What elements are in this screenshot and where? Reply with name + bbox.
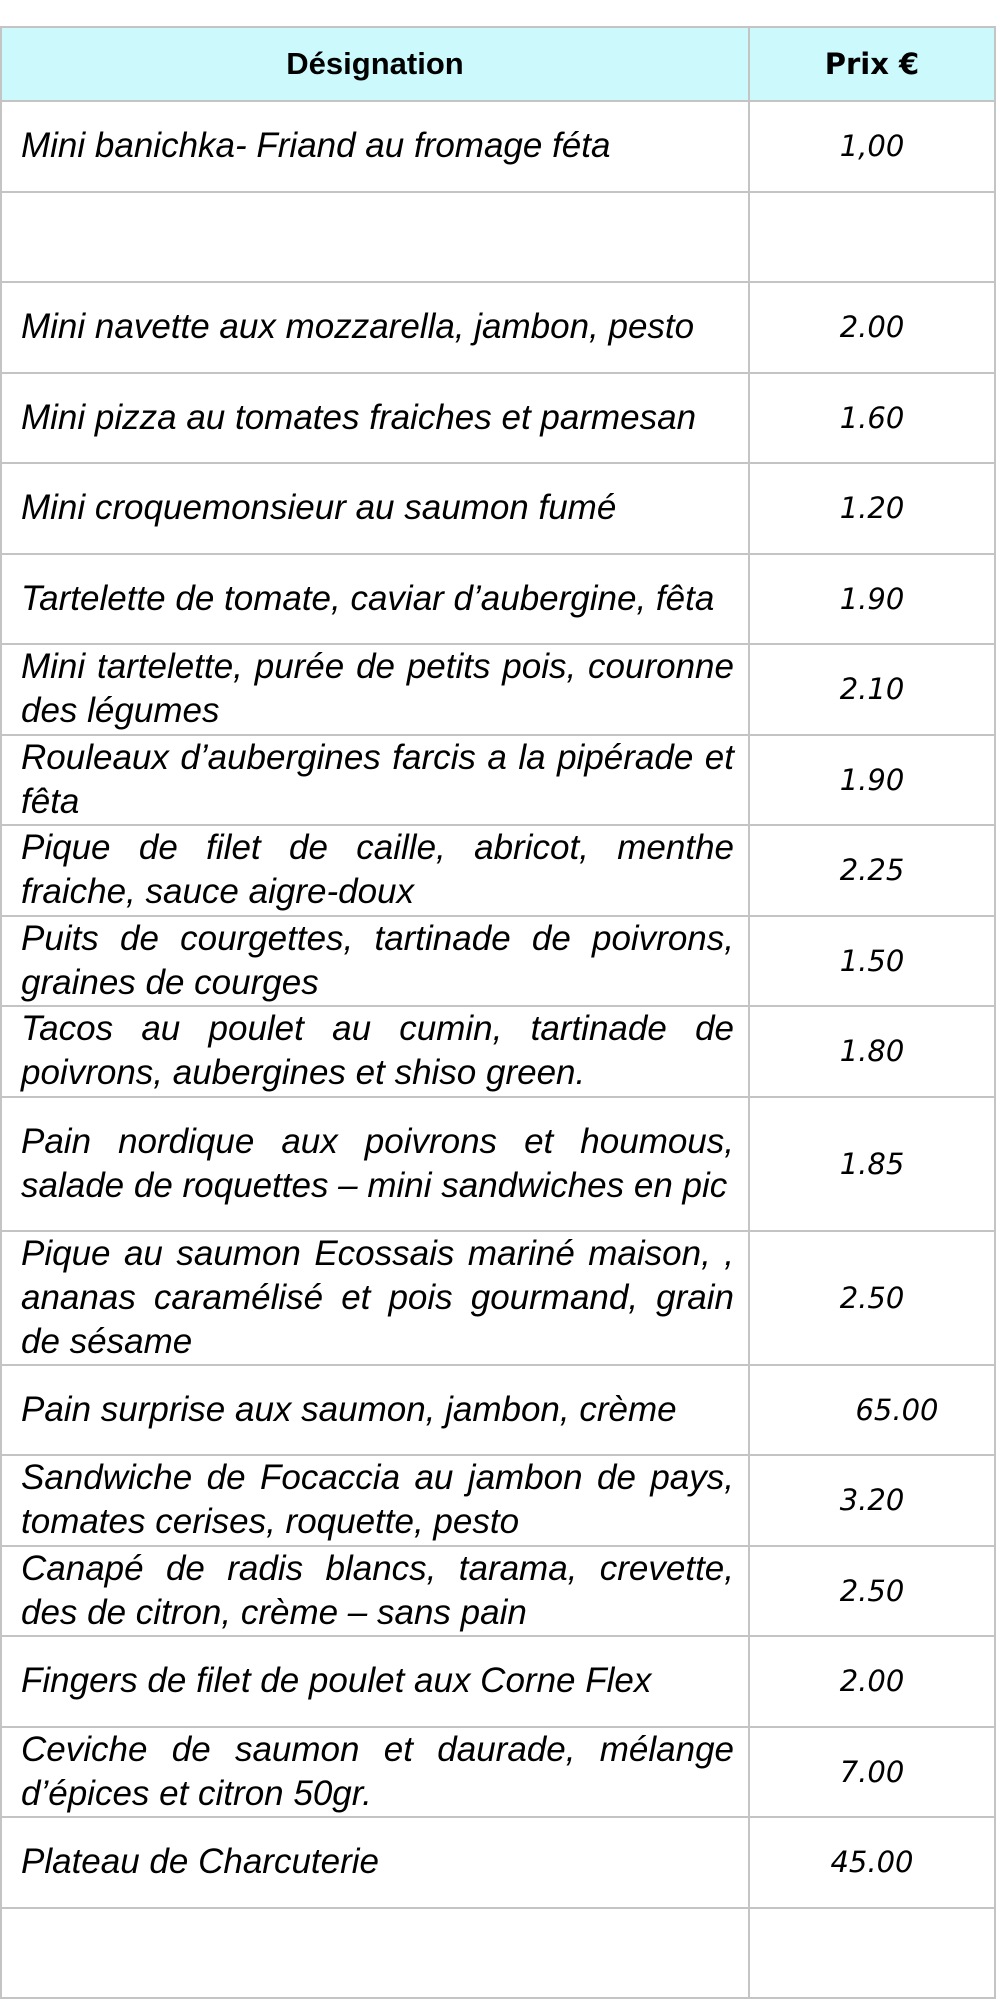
table-row bbox=[1, 1727, 995, 1818]
row-designation: Fingers de filet de poulet aux Corne Flex bbox=[1, 1636, 749, 1727]
row-prix: 2.50 bbox=[749, 1231, 995, 1365]
table-row bbox=[1, 825, 995, 916]
row-designation: Puits de courgettes, tartinade de poivrons, graines de courges bbox=[1, 916, 749, 1007]
table-row bbox=[1, 282, 995, 373]
table-row bbox=[1, 644, 995, 735]
row-prix: 2.10 bbox=[749, 644, 995, 735]
row-designation: Mini pizza au tomates fraiches et parmesan bbox=[1, 373, 749, 464]
row-designation: Mini tartelette, purée de petits pois, couronne des légumes bbox=[1, 644, 749, 735]
price-table bbox=[0, 26, 996, 1999]
row-designation: Ceviche de saumon et daurade, mélange d’épices et citron 50gr. bbox=[1, 1727, 749, 1818]
row-prix: 1.85 bbox=[749, 1097, 995, 1231]
row-designation: Pique au saumon Ecossais mariné maison, , ananas caramélisé et pois gourmand, grain de sésame bbox=[1, 1231, 749, 1365]
row-designation: Canapé de radis blancs, tarama, crevette, des de citron, crème – sans pain bbox=[1, 1546, 749, 1637]
table-row bbox=[1, 735, 995, 826]
row-designation: Mini banichka- Friand au fromage féta bbox=[1, 101, 749, 192]
table-row bbox=[1, 1546, 995, 1637]
row-designation: Pain nordique aux poivrons et houmous, salade de roquettes – mini sandwiches en pic bbox=[1, 1097, 749, 1231]
header-prix: Prix € bbox=[749, 27, 995, 101]
row-prix: 1.90 bbox=[749, 554, 995, 645]
row-designation: Rouleaux d’aubergines farcis a la pipérade et fêta bbox=[1, 735, 749, 826]
table-row bbox=[1, 916, 995, 1007]
table-row-empty bbox=[1, 192, 995, 283]
row-prix: 45.00 bbox=[749, 1817, 995, 1908]
table-row bbox=[1, 101, 995, 192]
row-designation: Pique de filet de caille, abricot, menthe fraiche, sauce aigre-doux bbox=[1, 825, 749, 916]
row-prix: 1.20 bbox=[749, 463, 995, 554]
row-designation: Pain surprise aux saumon, jambon, crème bbox=[1, 1365, 749, 1456]
row-prix bbox=[749, 1908, 995, 1999]
table-header-row bbox=[1, 27, 995, 101]
row-prix: 2.00 bbox=[749, 1636, 995, 1727]
row-prix: 3.20 bbox=[749, 1455, 995, 1546]
table-row bbox=[1, 1231, 995, 1365]
row-prix: 7.00 bbox=[749, 1727, 995, 1818]
row-prix: 1.50 bbox=[749, 916, 995, 1007]
table-row bbox=[1, 1636, 995, 1727]
row-prix: 2.25 bbox=[749, 825, 995, 916]
row-prix: 1.90 bbox=[749, 735, 995, 826]
row-prix: 1.60 bbox=[749, 373, 995, 464]
row-designation: Mini croquemonsieur au saumon fumé bbox=[1, 463, 749, 554]
table-row bbox=[1, 1455, 995, 1546]
row-designation bbox=[1, 192, 749, 283]
row-designation: Sandwiche de Focaccia au jambon de pays, tomates cerises, roquette, pesto bbox=[1, 1455, 749, 1546]
row-designation bbox=[1, 1908, 749, 1999]
price-table-container bbox=[0, 26, 1000, 1999]
table-row bbox=[1, 1006, 995, 1097]
row-prix bbox=[749, 192, 995, 283]
row-prix: 2.00 bbox=[749, 282, 995, 373]
table-row bbox=[1, 554, 995, 645]
table-row bbox=[1, 1365, 995, 1456]
row-prix: 65.00 bbox=[749, 1365, 995, 1456]
row-designation: Mini navette aux mozzarella, jambon, pesto bbox=[1, 282, 749, 373]
row-designation: Tartelette de tomate, caviar d’aubergine, fêta bbox=[1, 554, 749, 645]
header-designation: Désignation bbox=[1, 27, 749, 101]
table-row bbox=[1, 373, 995, 464]
row-designation: Plateau de Charcuterie bbox=[1, 1817, 749, 1908]
row-designation: Tacos au poulet au cumin, tartinade de poivrons, aubergines et shiso green. bbox=[1, 1006, 749, 1097]
row-prix: 1.80 bbox=[749, 1006, 995, 1097]
row-prix: 1,00 bbox=[749, 101, 995, 192]
table-row bbox=[1, 463, 995, 554]
row-prix: 2.50 bbox=[749, 1546, 995, 1637]
table-row bbox=[1, 1097, 995, 1231]
table-row bbox=[1, 1817, 995, 1908]
table-row-empty bbox=[1, 1908, 995, 1999]
